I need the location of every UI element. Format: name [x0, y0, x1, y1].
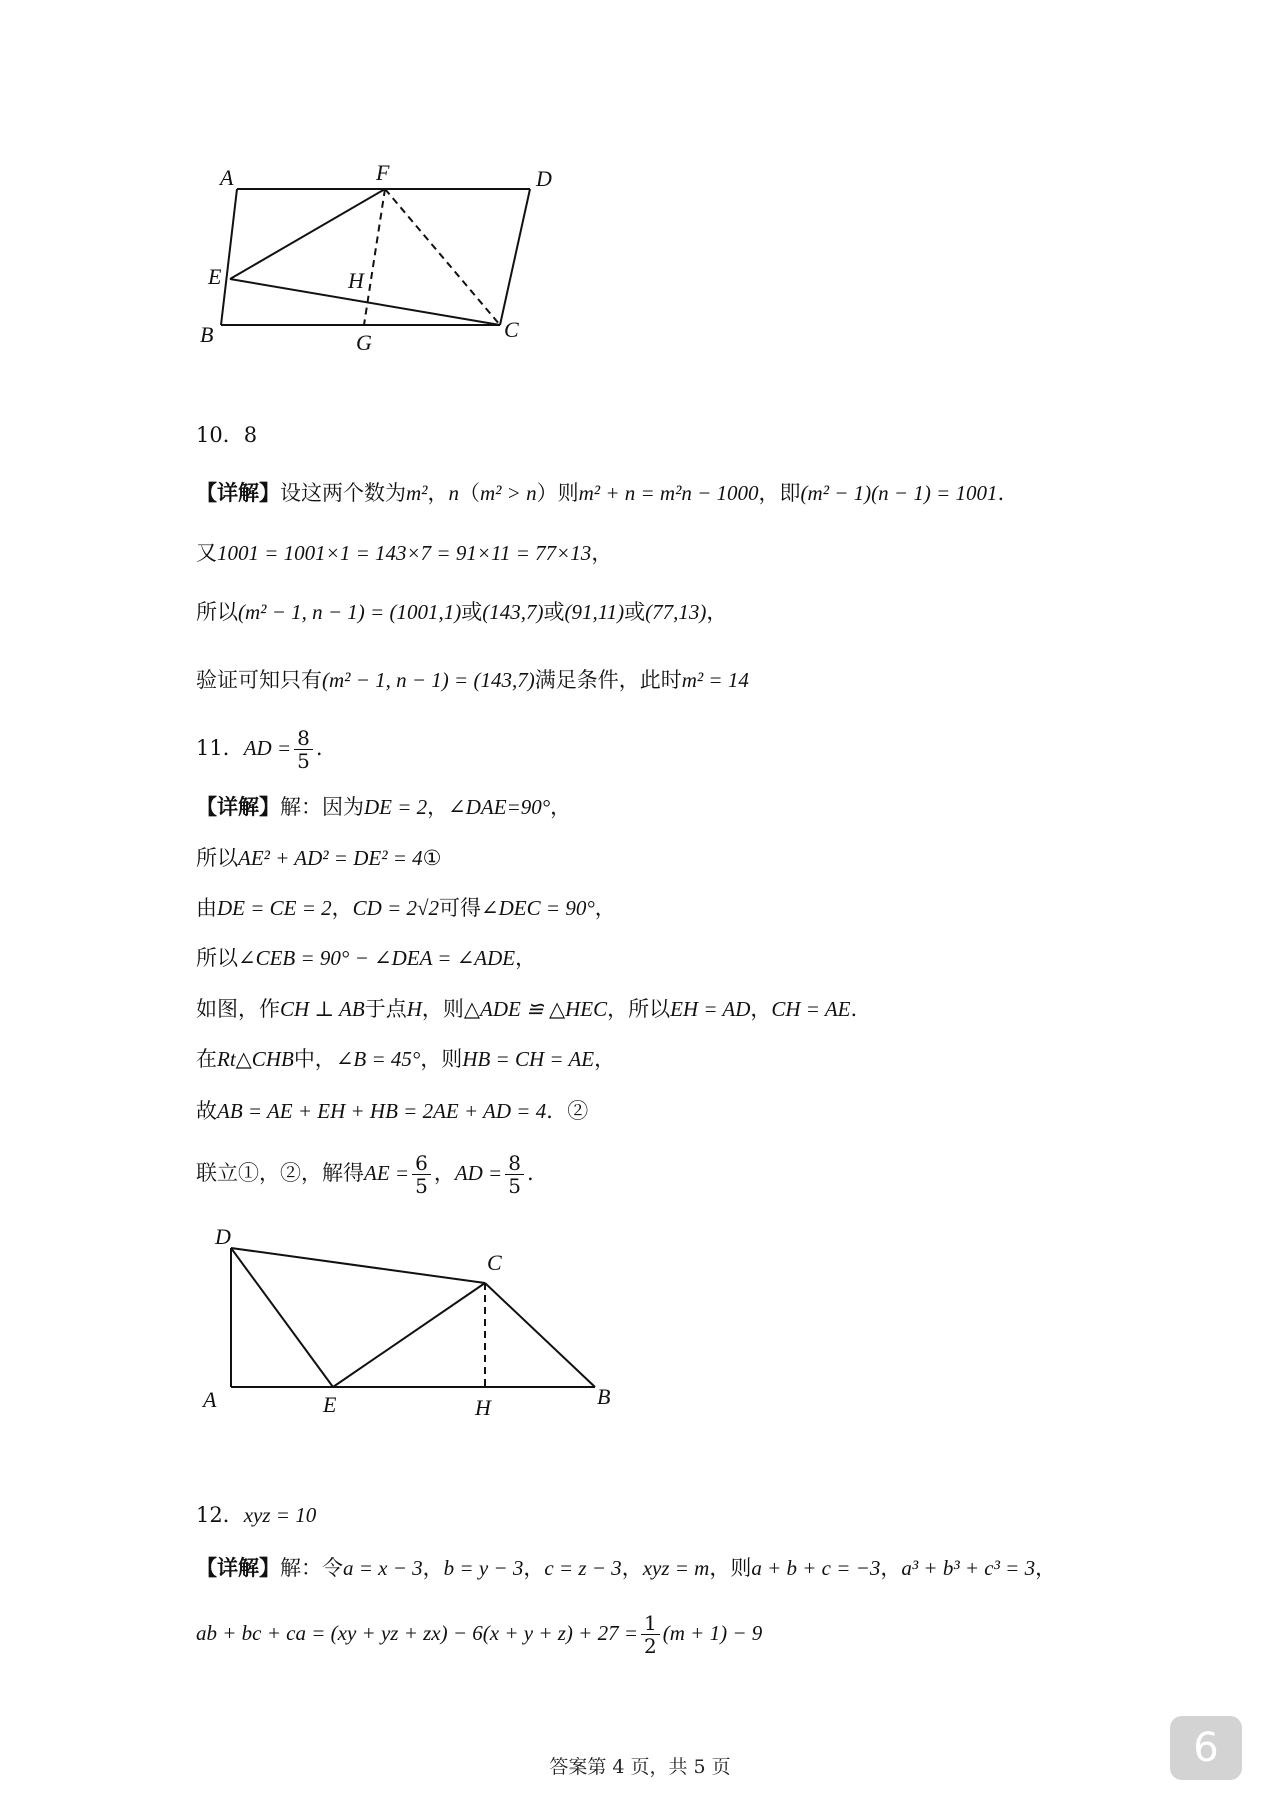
q10-title: 10．8 — [196, 423, 258, 447]
q11-line-5: 如图，作CH ⊥ AB于点H，则△ADE ≌ △HEC，所以EH = AD，CH = AE. — [196, 997, 858, 1021]
segment-ef — [230, 189, 385, 279]
label-g: G — [356, 330, 372, 355]
figure-parallelogram — [190, 150, 570, 360]
q11-detail-label: 【详解】 — [196, 794, 280, 819]
label-c: C — [487, 1250, 502, 1275]
segment-dc — [500, 189, 530, 325]
label-h: H — [475, 1395, 491, 1420]
q10-line-3: 所以(m² − 1, n − 1) = (1001,1)或(143,7)或(91,11)或(77,13)， — [196, 600, 728, 624]
segment-ba — [221, 189, 237, 325]
q12-title: 12．xyz = 10 — [196, 1503, 317, 1527]
segment-ec — [230, 279, 500, 325]
label-d: D — [536, 166, 552, 191]
q11-line-6: 在Rt△CHB中，∠B = 45°，则HB = CH = AE， — [196, 1047, 616, 1071]
page-footer: 答案第 4 页，共 5 页 — [549, 1756, 731, 1778]
q11-line-2: 所以AE² + AD² = DE² = 4① — [196, 846, 442, 870]
label-a: A — [203, 1387, 217, 1412]
q11-line-7: 故AB = AE + EH + HB = 2AE + AD = 4．② — [196, 1099, 589, 1123]
q11-line-8: 联立①，②，解得AE = $\frac{6}{5}$ ，AD = $\frac{8}{5}$ . — [196, 1151, 534, 1198]
q12-half-fraction: $\frac{1}{2}$ — [641, 1612, 660, 1657]
label-a: A — [220, 165, 234, 190]
segment-fc-dashed — [385, 189, 500, 325]
q10-line-2: 又1001 = 1001×1 = 143×7 = 91×11 = 77×13， — [196, 541, 613, 565]
q12-line-1: 【详解】解：令a = x − 3，b = y − 3，c = z − 3，xyz = m，则a + b + c = −3，a³ + b³ + c³ = 3， — [196, 1555, 1057, 1580]
label-b: B — [597, 1384, 611, 1409]
q11-line-4: 所以∠CEB = 90° − ∠DEA = ∠ADE， — [196, 946, 537, 970]
segment-ec — [333, 1283, 485, 1387]
q10-detail-label: 【详解】 — [196, 480, 280, 505]
q11-title: 11．AD = $\frac{8}{5}$ . — [196, 726, 323, 773]
q12-line-2: ab + bc + ca = (xy + yz + zx) − 6(x + y + z) + 27 = $\frac{1}{2}$ (m + 1) − 9 — [196, 1611, 763, 1658]
q11-title-fraction: $\frac{8}{5}$ — [294, 727, 313, 772]
q11-line-1: 【详解】解：因为DE = 2，∠DAE=90°， — [196, 794, 572, 819]
label-e: E — [208, 264, 222, 289]
q11-line-3: 由DE = CE = 2，CD = 2√2可得∠DEC = 90°， — [196, 896, 616, 920]
page-number-badge[interactable]: 6 — [1170, 1716, 1242, 1780]
segment-dc — [231, 1248, 485, 1283]
segment-de — [231, 1248, 333, 1387]
q11-ae-fraction: $\frac{6}{5}$ — [412, 1152, 431, 1197]
label-b: B — [200, 322, 214, 347]
label-h: H — [348, 268, 364, 293]
label-f: F — [376, 160, 390, 185]
q10-line-1: 【详解】设这两个数为m²，n（m² > n）则m² + n = m²n − 1000，即(m² − 1)(n − 1) = 1001. — [196, 480, 1005, 505]
label-e: E — [323, 1392, 337, 1417]
figure-quadrilateral — [195, 1220, 635, 1420]
q12-detail-label: 【详解】 — [196, 1555, 280, 1580]
q10-line-4: 验证可知只有(m² − 1, n − 1) = (143,7)满足条件，此时m² = 14 — [196, 668, 749, 692]
label-d: D — [215, 1224, 231, 1249]
q11-ad-fraction: $\frac{8}{5}$ — [505, 1152, 524, 1197]
segment-cb — [485, 1283, 595, 1387]
label-c: C — [504, 317, 519, 342]
